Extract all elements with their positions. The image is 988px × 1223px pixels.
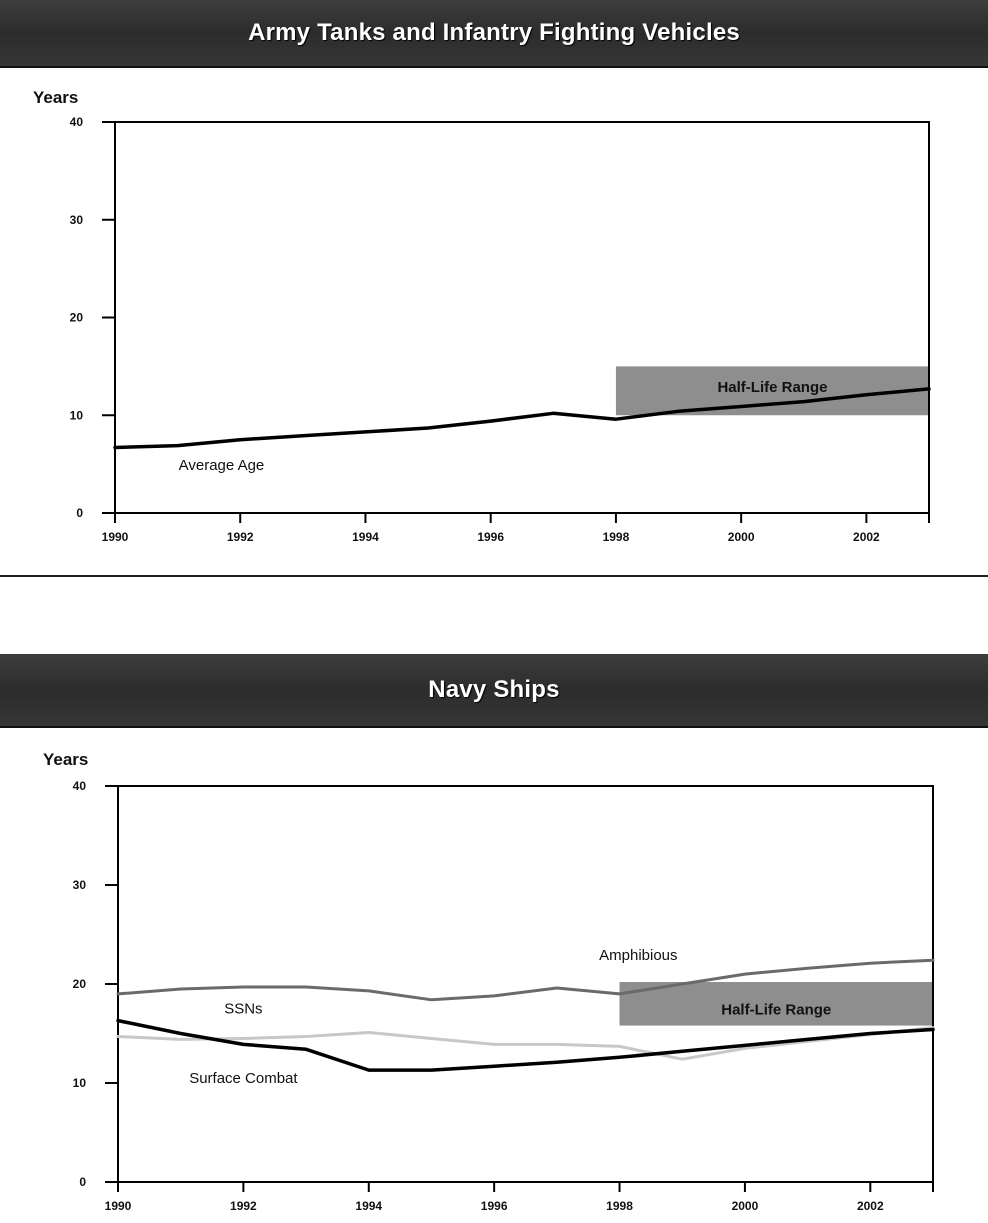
navy-y-tick-label: 10	[72, 1076, 86, 1090]
navy-x-tick-label: 2000	[731, 1199, 759, 1213]
navy-half-life-label: Half-Life Range	[721, 1001, 832, 1019]
navy-x-tick-label: 1992	[230, 1199, 257, 1213]
navy-y-tick-label: 40	[72, 779, 86, 793]
navy-x-tick-label: 1998	[606, 1199, 633, 1213]
navy-x-tick-label: 1994	[355, 1199, 383, 1213]
chart-divider	[0, 575, 988, 577]
army-y-tick-label: 20	[69, 310, 83, 325]
army-x-tick-label: 1990	[101, 530, 129, 544]
navy-surface-combat-label: Surface Combat	[189, 1070, 298, 1087]
navy-ships-chart	[0, 726, 988, 1223]
navy-y-tick-label: 30	[72, 878, 86, 892]
army-x-tick-label: 1996	[477, 530, 505, 544]
navy-ssns-label: SSNs	[224, 1000, 263, 1018]
army-x-tick-label: 1998	[602, 530, 630, 544]
army-x-tick-label: 1992	[226, 530, 254, 544]
army-y-axis-label: Years	[33, 88, 79, 107]
army-chart-title: Army Tanks and Infantry Fighting Vehicles	[248, 19, 740, 46]
navy-y-tick-label: 0	[79, 1175, 86, 1189]
army-chart-header	[0, 0, 988, 68]
army-x-tick-label: 1994	[352, 530, 379, 544]
navy-amphibious-label: Amphibious	[599, 947, 678, 965]
navy-chart-title: Navy Ships	[428, 676, 560, 703]
army-x-tick-label: 2002	[853, 530, 880, 544]
navy-x-tick-label: 1996	[480, 1199, 508, 1213]
army-y-tick-label: 40	[69, 115, 83, 129]
army-vehicles-chart	[0, 66, 988, 566]
navy-x-tick-label: 2002	[856, 1199, 884, 1213]
navy-x-tick-label: 1990	[104, 1199, 132, 1213]
navy-y-tick-label: 20	[72, 977, 86, 991]
navy-chart-header	[0, 654, 988, 728]
army-x-tick-label: 2000	[727, 530, 755, 544]
navy-y-axis-label: Years	[43, 750, 89, 769]
army-y-tick-label: 0	[76, 506, 83, 520]
army-half-life-label: Half-Life Range	[717, 378, 828, 396]
army-y-tick-label: 30	[69, 212, 83, 227]
army-average-age-label: Average Age	[178, 456, 265, 474]
army-y-tick-label: 10	[69, 408, 83, 423]
army-plot-frame	[115, 122, 929, 513]
